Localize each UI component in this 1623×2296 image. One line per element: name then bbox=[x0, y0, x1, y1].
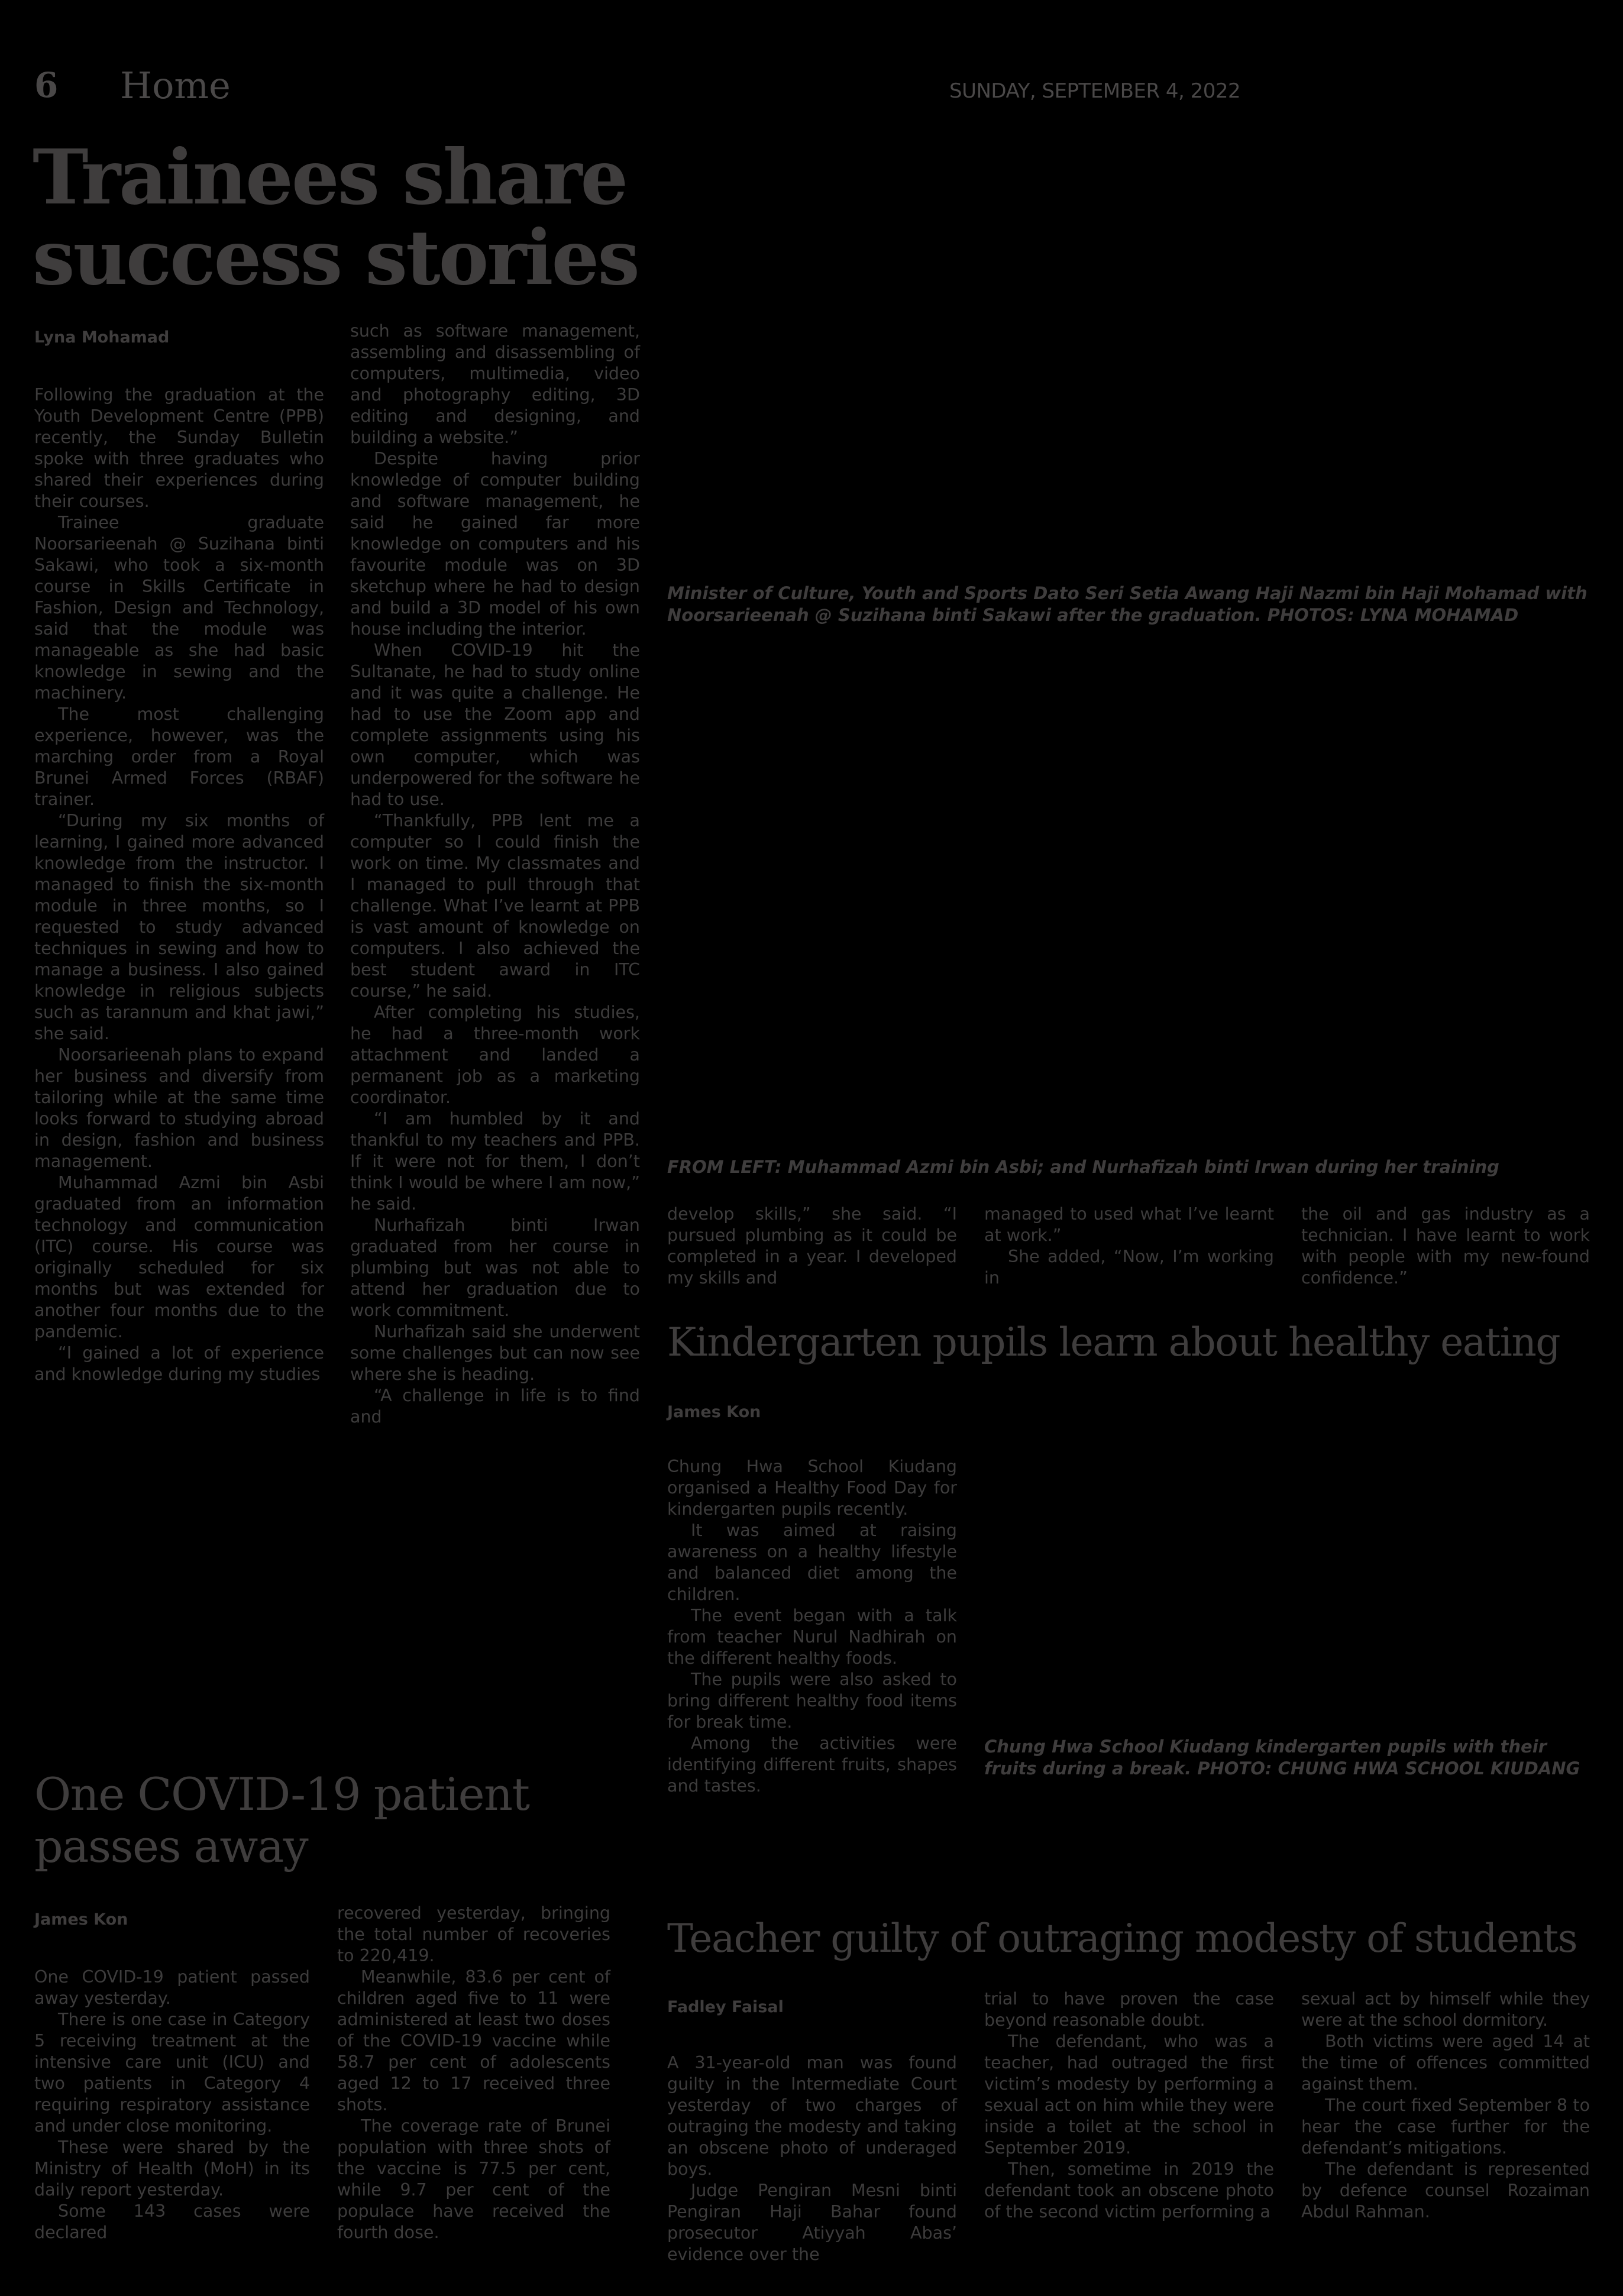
photo-graduation bbox=[667, 136, 1590, 574]
paragraph: She added, “Now, I’m working in bbox=[984, 1247, 1274, 1288]
paragraph: such as software management, assembling and disassembling of computers, multimedia, video and photography editing, 3D editing and designing, and building a website.” bbox=[350, 321, 640, 447]
photo-caption: Minister of Culture, Youth and Sports Dato Seri Setia Awang Haji Nazmi bin Haji Mohamad with Noorsarieenah @ Suzihana binti Sakawi after the graduation. PHOTOS: LYNA MOHAMAD bbox=[667, 583, 1588, 625]
paragraph: After completing his studies, he had a three-month work attachment and landed a permanent job as a marketing coordinator. bbox=[350, 1003, 640, 1107]
article-column bbox=[34, 384, 324, 1385]
paragraph: recovered yesterday, bringing the total number of recoveries to 220,419. bbox=[337, 1903, 610, 1965]
article-column bbox=[34, 1967, 310, 2243]
article-column bbox=[337, 1903, 610, 2243]
byline: Fadley Faisal bbox=[667, 1998, 784, 2016]
paragraph: Meanwhile, 83.6 per cent of children aged five to 11 were administered at least two doses of the COVID-19 vaccine while 58.7 per cent of adolescents aged 12 to 17 received three shots. bbox=[337, 1967, 610, 2114]
issue-date: SUNDAY, SEPTEMBER 4, 2022 bbox=[949, 79, 1241, 103]
paragraph: The coverage rate of Brunei population with three shots of the vaccine is 77.5 per cent, while 9.7 per cent of the populace have received the fourth dose. bbox=[337, 2116, 610, 2242]
paragraph: Despite having prior knowledge of computer building and software management, he said he gained far more knowledge on computers and his favourite module was on 3D sketchup where he had to design and build a 3D model of his own house including the interior. bbox=[350, 449, 640, 639]
paragraph: Noorsarieenah plans to expand her business and diversify from tailoring while at the same time looks forward to studying abroad in design, fashion and business management. bbox=[34, 1045, 324, 1171]
paragraph: managed to used what I’ve learnt at work.” bbox=[984, 1204, 1274, 1245]
paragraph: The defendant is represented by defence counsel Rozaiman Abdul Rahman. bbox=[1301, 2159, 1590, 2221]
paragraph: When COVID-19 hit the Sultanate, he had to study online and it was quite a challenge. He had to use the Zoom app and complete assignments using his own computer, which was underpowered for the software he had to use. bbox=[350, 641, 640, 809]
article-column bbox=[350, 321, 640, 1428]
paragraph: It was aimed at raising awareness on a healthy lifestyle and balanced diet among the children. bbox=[667, 1521, 957, 1604]
page-number: 6 bbox=[34, 65, 59, 105]
photo-caption: FROM LEFT: Muhammad Azmi bin Asbi; and Nurhafizah binti Irwan during her training bbox=[667, 1157, 1499, 1177]
paragraph: The most challenging experience, however, was the marching order from a Royal Brunei Armed Forces (RBAF) trainer. bbox=[34, 704, 324, 809]
section-name: Home bbox=[120, 64, 231, 107]
paragraph: trial to have proven the case beyond reasonable doubt. bbox=[984, 1989, 1274, 2030]
article-column bbox=[667, 1456, 957, 1797]
byline: Lyna Mohamad bbox=[34, 328, 170, 347]
paragraph: “I gained a lot of experience and knowledge during my studies bbox=[34, 1343, 324, 1384]
paragraph: Nurhafizah said she underwent some challenges but can now see where she is heading. bbox=[350, 1322, 640, 1384]
paragraph: Nurhafizah binti Irwan graduated from her course in plumbing but was not able to attend her graduation due to work commitment. bbox=[350, 1215, 640, 1320]
paragraph: the oil and gas industry as a technician. I have learnt to work with people with my new-found confidence.” bbox=[1301, 1204, 1590, 1288]
article-column bbox=[667, 1204, 957, 1289]
paragraph: Trainee graduate Noorsarieenah @ Suzihana binti Sakawi, who took a six-month course in Skills Certificate in Fashion, Design and Technology, said that the module was manageable as she had basic knowledge in sewing and the machinery. bbox=[34, 513, 324, 703]
article-column bbox=[984, 1204, 1274, 1289]
paragraph: There is one case in Category 5 receiving treatment at the intensive care unit (ICU) and two patients in Category 4 requiring respiratory assistance and under close monitoring. bbox=[34, 2010, 310, 2136]
paragraph: Chung Hwa School Kiudang organised a Healthy Food Day for kindergarten pupils recently. bbox=[667, 1457, 957, 1519]
headline-kindergarten: Kindergarten pupils learn about healthy eating bbox=[667, 1320, 1560, 1365]
article-column bbox=[667, 2052, 957, 2265]
paragraph: Following the graduation at the Youth Development Centre (PPB) recently, the Sunday Bulletin spoke with three graduates who shared their experiences during their courses. bbox=[34, 385, 324, 511]
paragraph: These were shared by the Ministry of Health (MoH) in its daily report yesterday. bbox=[34, 2137, 310, 2200]
headline-covid: One COVID-19 patient passes away bbox=[34, 1768, 529, 1873]
paragraph: Judge Pengiran Mesni binti Pengiran Haji Bahar found prosecutor Atiyyah Abas’ evidence over the bbox=[667, 2181, 957, 2264]
headline-trainees: Trainees share success stories bbox=[33, 133, 638, 302]
paragraph: Both victims were aged 14 at the time of offences committed against them. bbox=[1301, 2032, 1590, 2094]
paragraph: The defendant, who was a teacher, had outraged the first victim’s modesty by performing a sexual act on him while they were inside a toilet at the school in September 2019. bbox=[984, 2032, 1274, 2158]
paragraph: develop skills,” she said. “I pursued plumbing as it could be completed in a year. I developed my skills and bbox=[667, 1204, 957, 1288]
photo-caption: Chung Hwa School Kiudang kindergarten pupils with their fruits during a break. PHOTO: CHUNG HWA SCHOOL KIUDANG bbox=[984, 1736, 1580, 1778]
byline: James Kon bbox=[34, 1910, 128, 1929]
paragraph: Muhammad Azmi bin Asbi graduated from an information technology and communication (ITC) course. His course was originally scheduled for six months but was extended for another four months due to the pandemic. bbox=[34, 1173, 324, 1341]
headline-teacher: Teacher guilty of outraging modesty of students bbox=[667, 1916, 1577, 1961]
paragraph: A 31-year-old man was found guilty in the Intermediate Court yesterday of two charges of outraging the modesty and taking an obscene photo of underaged boys. bbox=[667, 2053, 957, 2179]
paragraph: “A challenge in life is to find and bbox=[350, 1386, 640, 1427]
paragraph: sexual act by himself while they were at the school dormitory. bbox=[1301, 1989, 1590, 2030]
paragraph: “Thankfully, PPB lent me a computer so I could finish the work on time. My classmates and I managed to pull through that challenge. What I’ve learnt at PPB is vast amount of knowledge on computers. I also achieved the best student award in ITC course,” he said. bbox=[350, 811, 640, 1001]
paragraph: “During my six months of learning, I gained more advanced knowledge from the instructor. I managed to finish the six-month module in three months, so I requested to study advanced techniques in sewing and how to manage a business. I also gained knowledge in religious subjects such as tarannum and khat jawi,” she said. bbox=[34, 811, 324, 1043]
paragraph: The court fixed September 8 to hear the case further for the defendant’s mitigations. bbox=[1301, 2095, 1590, 2158]
article-column bbox=[984, 1988, 1274, 2223]
photo-trainees bbox=[667, 636, 1590, 1144]
photo-kindergarten bbox=[984, 1443, 1590, 1730]
paragraph: Then, sometime in 2019 the defendant took an obscene photo of the second victim performing a bbox=[984, 2159, 1274, 2221]
paragraph: The event began with a talk from teacher Nurul Nadhirah on the different healthy foods. bbox=[667, 1606, 957, 1668]
paragraph: “I am humbled by it and thankful to my teachers and PPB. If it were not for them, I don’t think I would be where I am now,” he said. bbox=[350, 1109, 640, 1214]
paragraph: Among the activities were identifying different fruits, shapes and tastes. bbox=[667, 1734, 957, 1796]
paragraph: One COVID-19 patient passed away yesterday. bbox=[34, 1967, 310, 2008]
article-column bbox=[1301, 1988, 1590, 2223]
paragraph: Some 143 cases were declared bbox=[34, 2201, 310, 2242]
article-column bbox=[1301, 1204, 1590, 1289]
paragraph: The pupils were also asked to bring different healthy food items for break time. bbox=[667, 1670, 957, 1732]
byline: James Kon bbox=[667, 1403, 761, 1421]
